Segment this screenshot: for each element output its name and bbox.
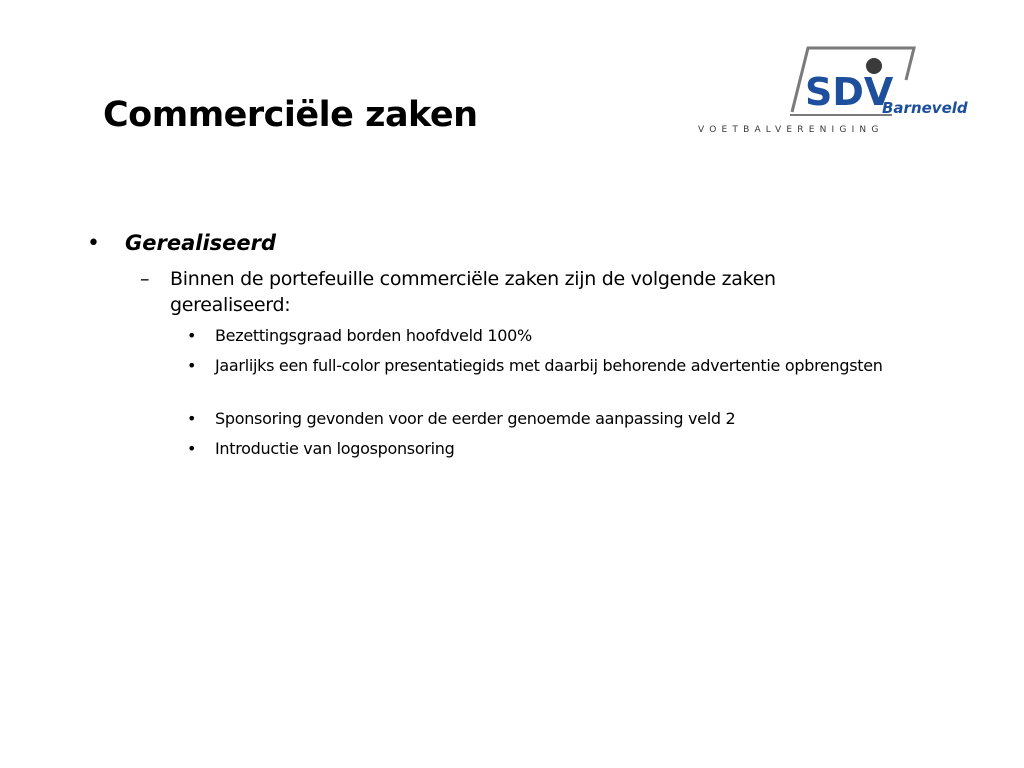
- bullet-symbol: •: [87, 231, 100, 256]
- dash-symbol: –: [140, 268, 150, 290]
- bullet-text: Introductie van logosponsoring: [215, 439, 455, 458]
- bullet-text: Bezettingsgraad borden hoofdveld 100%: [215, 326, 532, 345]
- logo-barneveld-text: Barneveld: [882, 99, 968, 117]
- logo-tagline-text: VOETBALVERENIGING: [698, 125, 884, 135]
- bullet-symbol: •: [187, 409, 197, 428]
- bullet-symbol: •: [187, 439, 197, 458]
- bullet-text: Jaarlijks een full-color presentatiegids met daarbij behorende advertentie opbrengsten: [215, 356, 883, 375]
- bullet-text: Gerealiseerd: [125, 231, 277, 255]
- bullet-symbol: •: [187, 326, 197, 345]
- sdv-barneveld-logo: [692, 40, 992, 140]
- bullet-text: Binnen de portefeuille commerciële zaken zijn de volgende zaken gerealiseerd:: [170, 268, 776, 316]
- slide-title: Commerciële zaken: [103, 95, 478, 135]
- bullet-level3: [187, 354, 887, 377]
- bullet-text: Sponsoring gevonden voor de eerder genoemde aanpassing veld 2: [215, 409, 736, 428]
- bullet-level2: [140, 266, 860, 318]
- bullet-level1: [87, 229, 276, 258]
- bullet-level3: [187, 324, 887, 347]
- bullet-level3: [187, 407, 887, 430]
- bullet-level3: [187, 437, 887, 460]
- bullet-symbol: •: [187, 356, 197, 375]
- logo-sdv-text: SDV: [805, 70, 894, 114]
